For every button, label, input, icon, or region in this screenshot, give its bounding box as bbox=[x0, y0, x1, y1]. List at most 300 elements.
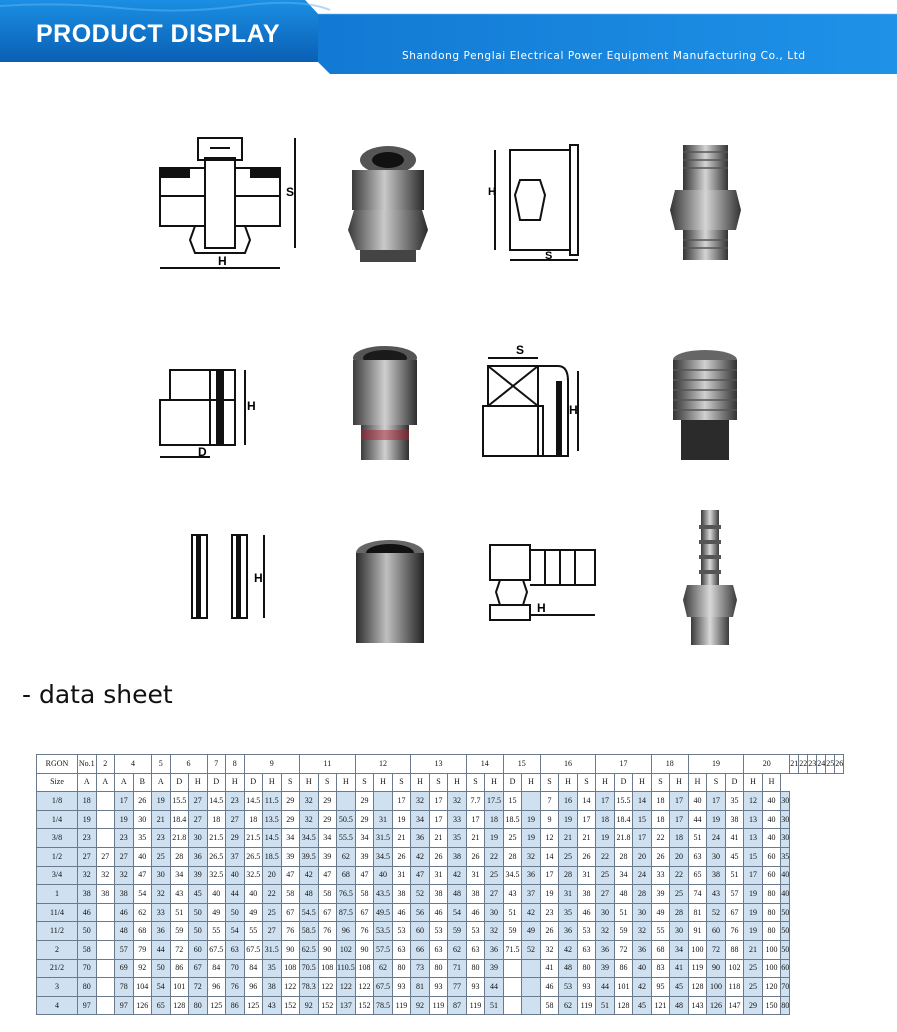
value-cell: 24 bbox=[633, 866, 652, 885]
value-cell: 48 bbox=[670, 996, 689, 1015]
value-cell: 42 bbox=[522, 903, 541, 922]
value-cell: 44 bbox=[688, 810, 707, 829]
value-cell bbox=[96, 829, 115, 848]
sub-header-cell: H bbox=[522, 773, 541, 792]
value-cell: 30 bbox=[596, 903, 615, 922]
value-cell: 58 bbox=[318, 885, 337, 904]
value-cell: 18 bbox=[651, 792, 670, 811]
value-cell: 21 bbox=[466, 829, 485, 848]
value-cell: 78 bbox=[115, 978, 134, 997]
value-cell: 80 bbox=[78, 978, 97, 997]
value-cell: 26 bbox=[577, 847, 596, 866]
value-cell: 18 bbox=[670, 829, 689, 848]
socket-photo-icon bbox=[348, 535, 433, 650]
value-cell: 39 bbox=[485, 959, 504, 978]
value-cell: 72 bbox=[170, 940, 189, 959]
value-cell: 19 bbox=[744, 922, 763, 941]
table-row bbox=[37, 792, 844, 811]
value-cell: 27 bbox=[263, 922, 282, 941]
value-cell: 100 bbox=[688, 940, 707, 959]
value-cell: 63 bbox=[226, 940, 245, 959]
group-header-cell: 11 bbox=[300, 755, 356, 774]
value-cell: 18.4 bbox=[614, 810, 633, 829]
value-cell: 52 bbox=[411, 885, 430, 904]
value-cell: 66 bbox=[411, 940, 430, 959]
value-cell: 152 bbox=[355, 996, 374, 1015]
value-cell: 86 bbox=[226, 996, 245, 1015]
value-cell: 22 bbox=[651, 829, 670, 848]
value-cell: 46 bbox=[392, 903, 411, 922]
value-cell bbox=[522, 792, 541, 811]
value-cell: 17 bbox=[744, 866, 763, 885]
value-cell: 21 bbox=[577, 829, 596, 848]
value-cell: 40 bbox=[226, 866, 245, 885]
value-cell: 29 bbox=[355, 810, 374, 829]
value-cell: 68 bbox=[133, 922, 152, 941]
value-cell: 72 bbox=[189, 978, 208, 997]
value-cell: 23 bbox=[152, 829, 171, 848]
table-row bbox=[37, 903, 844, 922]
svg-text:H: H bbox=[537, 601, 546, 615]
value-cell: 39 bbox=[318, 847, 337, 866]
value-cell: 62 bbox=[337, 847, 356, 866]
svg-text:S: S bbox=[516, 343, 525, 357]
group-header-cell: 8 bbox=[226, 755, 245, 774]
value-cell: 32 bbox=[596, 922, 615, 941]
value-cell: 33 bbox=[651, 866, 670, 885]
value-cell: 125 bbox=[244, 996, 263, 1015]
value-cell: 27 bbox=[226, 810, 245, 829]
value-cell: 39.5 bbox=[300, 847, 319, 866]
value-cell: 17.5 bbox=[485, 792, 504, 811]
value-cell: 22 bbox=[485, 847, 504, 866]
value-cell: 76 bbox=[725, 922, 744, 941]
value-cell: 38 bbox=[78, 885, 97, 904]
value-cell: 30 bbox=[633, 903, 652, 922]
group-header-cell: No.1 bbox=[78, 755, 97, 774]
value-cell: 65 bbox=[688, 866, 707, 885]
group-header-cell: 5 bbox=[152, 755, 171, 774]
square-plug-photo-icon bbox=[665, 345, 745, 465]
value-cell: 60 bbox=[411, 922, 430, 941]
data-sheet-heading: - data sheet bbox=[22, 680, 173, 709]
group-header-cell: 16 bbox=[540, 755, 596, 774]
value-cell: 93 bbox=[466, 978, 485, 997]
value-cell: 69 bbox=[115, 959, 134, 978]
hex-bushing-drawing-icon bbox=[485, 135, 595, 270]
value-cell: 19 bbox=[744, 903, 763, 922]
value-cell: 34.5 bbox=[374, 847, 393, 866]
value-cell: 18.5 bbox=[263, 847, 282, 866]
value-cell: 60 bbox=[189, 940, 208, 959]
value-cell: 39 bbox=[281, 847, 300, 866]
value-cell: 128 bbox=[614, 996, 633, 1015]
value-cell: 83 bbox=[651, 959, 670, 978]
group-header-cell: RGON bbox=[37, 755, 78, 774]
value-cell: 15 bbox=[633, 810, 652, 829]
value-cell: 50 bbox=[781, 922, 790, 941]
value-cell: 30 bbox=[152, 866, 171, 885]
value-cell: 29 bbox=[355, 792, 374, 811]
value-cell: 19 bbox=[78, 810, 97, 829]
value-cell: 118 bbox=[725, 978, 744, 997]
value-cell: 60 bbox=[762, 866, 781, 885]
sub-header-cell: Size bbox=[37, 773, 78, 792]
group-header-cell: 18 bbox=[651, 755, 688, 774]
group-header-cell: 20 bbox=[744, 755, 790, 774]
value-cell bbox=[374, 792, 393, 811]
value-cell: 68 bbox=[651, 940, 670, 959]
value-cell: 59 bbox=[448, 922, 467, 941]
value-cell: 19 bbox=[596, 829, 615, 848]
value-cell: 43 bbox=[707, 885, 726, 904]
value-cell: 21.5 bbox=[207, 829, 226, 848]
sub-header-cell: H bbox=[263, 773, 282, 792]
table-row bbox=[37, 810, 844, 829]
sub-header-cell: A bbox=[152, 773, 171, 792]
value-cell: 44 bbox=[152, 940, 171, 959]
value-cell: 53.5 bbox=[374, 922, 393, 941]
group-header-cell: 4 bbox=[115, 755, 152, 774]
value-cell: 45 bbox=[670, 978, 689, 997]
sub-header-cell: H bbox=[411, 773, 430, 792]
size-cell: 3 bbox=[37, 978, 78, 997]
value-cell: 41 bbox=[670, 959, 689, 978]
value-cell: 38 bbox=[429, 885, 448, 904]
value-cell: 50 bbox=[78, 922, 97, 941]
value-cell: 60 bbox=[707, 922, 726, 941]
sub-header-cell: D bbox=[614, 773, 633, 792]
value-cell: 119 bbox=[392, 996, 411, 1015]
sub-header-cell: H bbox=[670, 773, 689, 792]
value-cell: 29 bbox=[281, 810, 300, 829]
value-cell: 97 bbox=[115, 996, 134, 1015]
value-cell: 21 bbox=[152, 810, 171, 829]
value-cell: 23 bbox=[115, 829, 134, 848]
value-cell: 23 bbox=[78, 829, 97, 848]
value-cell: 38 bbox=[115, 885, 134, 904]
value-cell: 29 bbox=[281, 792, 300, 811]
value-cell: 77 bbox=[448, 978, 467, 997]
value-cell: 51 bbox=[596, 996, 615, 1015]
value-cell: 25 bbox=[503, 829, 522, 848]
value-cell: 18 bbox=[78, 792, 97, 811]
value-cell: 36 bbox=[411, 829, 430, 848]
data-sheet-table bbox=[36, 754, 844, 1015]
value-cell: 100 bbox=[762, 940, 781, 959]
value-cell: 45 bbox=[189, 885, 208, 904]
value-cell: 96 bbox=[244, 978, 263, 997]
group-header-cell: 21 bbox=[790, 755, 799, 774]
value-cell: 25 bbox=[485, 866, 504, 885]
value-cell: 38 bbox=[577, 885, 596, 904]
page-title: PRODUCT DISPLAY bbox=[36, 20, 281, 48]
value-cell: 20 bbox=[670, 847, 689, 866]
value-cell: 78.3 bbox=[300, 978, 319, 997]
value-cell: 11.5 bbox=[263, 792, 282, 811]
value-cell: 93 bbox=[392, 978, 411, 997]
value-cell: 38 bbox=[263, 978, 282, 997]
value-cell: 26 bbox=[429, 847, 448, 866]
value-cell: 48 bbox=[115, 922, 134, 941]
svg-text:H: H bbox=[247, 399, 256, 413]
value-cell: 43 bbox=[170, 885, 189, 904]
value-cell: 80 bbox=[762, 922, 781, 941]
sub-header-cell: H bbox=[559, 773, 578, 792]
value-cell: 22 bbox=[670, 866, 689, 885]
value-cell bbox=[96, 792, 115, 811]
value-cell: 53 bbox=[577, 922, 596, 941]
size-cell: 1/4 bbox=[37, 810, 78, 829]
value-cell bbox=[503, 959, 522, 978]
value-cell bbox=[522, 959, 541, 978]
value-cell bbox=[96, 978, 115, 997]
value-cell: 51 bbox=[725, 866, 744, 885]
value-cell bbox=[96, 922, 115, 941]
value-cell: 49 bbox=[207, 903, 226, 922]
sub-header-cell: S bbox=[466, 773, 485, 792]
value-cell: 15.5 bbox=[170, 792, 189, 811]
value-cell: 29 bbox=[744, 996, 763, 1015]
value-cell: 12 bbox=[744, 792, 763, 811]
value-cell: 147 bbox=[725, 996, 744, 1015]
value-cell: 7 bbox=[540, 792, 559, 811]
value-cell: 48 bbox=[614, 885, 633, 904]
value-cell: 36 bbox=[559, 922, 578, 941]
value-cell: 17 bbox=[540, 866, 559, 885]
value-cell: 47 bbox=[281, 866, 300, 885]
value-cell: 31 bbox=[429, 866, 448, 885]
reducing-socket-photo-icon bbox=[345, 340, 425, 465]
size-cell: 1/8 bbox=[37, 792, 78, 811]
group-header-cell: 9 bbox=[244, 755, 300, 774]
value-cell: 44 bbox=[226, 885, 245, 904]
value-cell: 42 bbox=[300, 866, 319, 885]
value-cell: 100 bbox=[707, 978, 726, 997]
value-cell: 17 bbox=[115, 792, 134, 811]
value-cell: 34 bbox=[614, 866, 633, 885]
value-cell: 40 bbox=[688, 792, 707, 811]
value-cell: 119 bbox=[466, 996, 485, 1015]
value-cell bbox=[522, 996, 541, 1015]
value-cell: 152 bbox=[318, 996, 337, 1015]
group-header-cell: 26 bbox=[835, 755, 844, 774]
table-row bbox=[37, 847, 844, 866]
value-cell: 38 bbox=[725, 810, 744, 829]
value-cell: 25 bbox=[670, 885, 689, 904]
table-row bbox=[37, 959, 844, 978]
value-cell: 18 bbox=[596, 810, 615, 829]
sub-header-cell: D bbox=[207, 773, 226, 792]
value-cell: 43 bbox=[503, 885, 522, 904]
value-cell: 90 bbox=[281, 940, 300, 959]
size-cell: 11/2 bbox=[37, 922, 78, 941]
value-cell: 48 bbox=[559, 959, 578, 978]
sub-header-cell: H bbox=[633, 773, 652, 792]
sub-header-cell: D bbox=[503, 773, 522, 792]
value-cell: 53 bbox=[392, 922, 411, 941]
value-cell: 67 bbox=[725, 903, 744, 922]
size-cell: 3/4 bbox=[37, 866, 78, 885]
value-cell: 36 bbox=[189, 847, 208, 866]
value-cell: 17 bbox=[707, 792, 726, 811]
value-cell: 62 bbox=[559, 996, 578, 1015]
value-cell: 42 bbox=[633, 978, 652, 997]
value-cell: 36 bbox=[633, 940, 652, 959]
sub-header-cell: B bbox=[133, 773, 152, 792]
value-cell: 18 bbox=[485, 810, 504, 829]
value-cell bbox=[96, 940, 115, 959]
value-cell: 67 bbox=[281, 903, 300, 922]
value-cell: 34 bbox=[170, 866, 189, 885]
sub-header-cell: H bbox=[374, 773, 393, 792]
value-cell: 137 bbox=[337, 996, 356, 1015]
value-cell: 49 bbox=[244, 903, 263, 922]
union-drawing-icon bbox=[150, 128, 310, 278]
value-cell: 47 bbox=[411, 866, 430, 885]
value-cell: 62 bbox=[448, 940, 467, 959]
sub-header-cell: H bbox=[300, 773, 319, 792]
value-cell: 29 bbox=[226, 829, 245, 848]
value-cell: 76 bbox=[281, 922, 300, 941]
value-cell: 28 bbox=[559, 866, 578, 885]
value-cell: 31 bbox=[466, 866, 485, 885]
value-cell: 27 bbox=[596, 885, 615, 904]
value-cell: 25 bbox=[744, 959, 763, 978]
size-cell: 1/2 bbox=[37, 847, 78, 866]
value-cell: 31 bbox=[559, 885, 578, 904]
value-cell: 70.5 bbox=[300, 959, 319, 978]
value-cell: 101 bbox=[614, 978, 633, 997]
value-cell: 80 bbox=[189, 996, 208, 1015]
value-cell: 32.5 bbox=[244, 866, 263, 885]
value-cell: 32 bbox=[300, 792, 319, 811]
value-cell: 102 bbox=[337, 940, 356, 959]
value-cell: 67 bbox=[355, 903, 374, 922]
value-cell: 56 bbox=[411, 903, 430, 922]
value-cell: 91 bbox=[688, 922, 707, 941]
value-cell: 122 bbox=[355, 978, 374, 997]
value-cell: 32 bbox=[633, 922, 652, 941]
value-cell: 22 bbox=[596, 847, 615, 866]
size-cell: 11/4 bbox=[37, 903, 78, 922]
value-cell: 28 bbox=[503, 847, 522, 866]
value-cell: 32 bbox=[448, 792, 467, 811]
value-cell: 74 bbox=[688, 885, 707, 904]
value-cell: 26 bbox=[466, 847, 485, 866]
value-cell: 21.8 bbox=[170, 829, 189, 848]
value-cell: 40 bbox=[762, 829, 781, 848]
value-cell: 40 bbox=[244, 885, 263, 904]
value-cell: 90 bbox=[355, 940, 374, 959]
value-cell: 42 bbox=[559, 940, 578, 959]
value-cell: 55 bbox=[244, 922, 263, 941]
group-header-cell: 13 bbox=[411, 755, 467, 774]
sub-header-cell: D bbox=[244, 773, 263, 792]
svg-text:D: D bbox=[198, 445, 207, 459]
value-cell: 38 bbox=[96, 885, 115, 904]
value-cell: 26.5 bbox=[207, 847, 226, 866]
value-cell: 76 bbox=[226, 978, 245, 997]
sub-header-cell: S bbox=[429, 773, 448, 792]
value-cell: 80 bbox=[762, 903, 781, 922]
value-cell: 59 bbox=[170, 922, 189, 941]
value-cell: 7.7 bbox=[466, 792, 485, 811]
value-cell: 39 bbox=[355, 847, 374, 866]
value-cell: 81 bbox=[411, 978, 430, 997]
value-cell: 51 bbox=[503, 903, 522, 922]
value-cell: 23 bbox=[226, 792, 245, 811]
value-cell: 30 bbox=[670, 922, 689, 941]
table-row bbox=[37, 885, 844, 904]
value-cell: 96 bbox=[337, 922, 356, 941]
value-cell: 58 bbox=[355, 885, 374, 904]
value-cell: 17 bbox=[429, 810, 448, 829]
value-cell: 30 bbox=[485, 903, 504, 922]
value-cell: 57 bbox=[115, 940, 134, 959]
sub-header-cell: S bbox=[540, 773, 559, 792]
value-cell: 63 bbox=[392, 940, 411, 959]
value-cell: 119 bbox=[429, 996, 448, 1015]
value-cell: 25 bbox=[744, 978, 763, 997]
value-cell: 28 bbox=[614, 847, 633, 866]
value-cell: 17 bbox=[466, 810, 485, 829]
value-cell: 72 bbox=[614, 940, 633, 959]
value-cell: 25 bbox=[152, 847, 171, 866]
value-cell bbox=[503, 996, 522, 1015]
sub-header-cell: A bbox=[96, 773, 115, 792]
value-cell: 110.5 bbox=[337, 959, 356, 978]
value-cell: 33 bbox=[448, 810, 467, 829]
value-cell: 92 bbox=[300, 996, 319, 1015]
value-cell: 25 bbox=[559, 847, 578, 866]
value-cell: 33 bbox=[152, 903, 171, 922]
value-cell: 12 bbox=[540, 829, 559, 848]
table-row bbox=[37, 978, 844, 997]
value-cell: 23 bbox=[540, 903, 559, 922]
value-cell: 60 bbox=[781, 959, 790, 978]
value-cell: 67.5 bbox=[207, 940, 226, 959]
value-cell: 32 bbox=[96, 866, 115, 885]
value-cell: 67 bbox=[189, 959, 208, 978]
svg-text:S: S bbox=[545, 250, 553, 262]
value-cell: 40 bbox=[781, 885, 790, 904]
value-cell: 48 bbox=[448, 885, 467, 904]
value-cell: 67 bbox=[318, 903, 337, 922]
value-cell: 76 bbox=[318, 922, 337, 941]
value-cell: 46 bbox=[577, 903, 596, 922]
value-cell: 65 bbox=[152, 996, 171, 1015]
value-cell: 37 bbox=[226, 847, 245, 866]
value-cell bbox=[96, 903, 115, 922]
value-cell: 45 bbox=[633, 996, 652, 1015]
value-cell: 44 bbox=[596, 978, 615, 997]
value-cell: 84 bbox=[207, 959, 226, 978]
value-cell: 51 bbox=[485, 996, 504, 1015]
value-cell: 15.5 bbox=[614, 792, 633, 811]
value-cell: 53 bbox=[559, 978, 578, 997]
value-cell: 87.5 bbox=[337, 903, 356, 922]
value-cell: 14.5 bbox=[207, 792, 226, 811]
value-cell: 44 bbox=[485, 978, 504, 997]
value-cell: 90 bbox=[707, 959, 726, 978]
hex-nipple-photo-icon bbox=[663, 140, 748, 265]
value-cell: 128 bbox=[170, 996, 189, 1015]
value-cell: 39 bbox=[596, 959, 615, 978]
value-cell: 122 bbox=[318, 978, 337, 997]
value-cell: 13 bbox=[744, 829, 763, 848]
sub-header-cell: H bbox=[762, 773, 781, 792]
